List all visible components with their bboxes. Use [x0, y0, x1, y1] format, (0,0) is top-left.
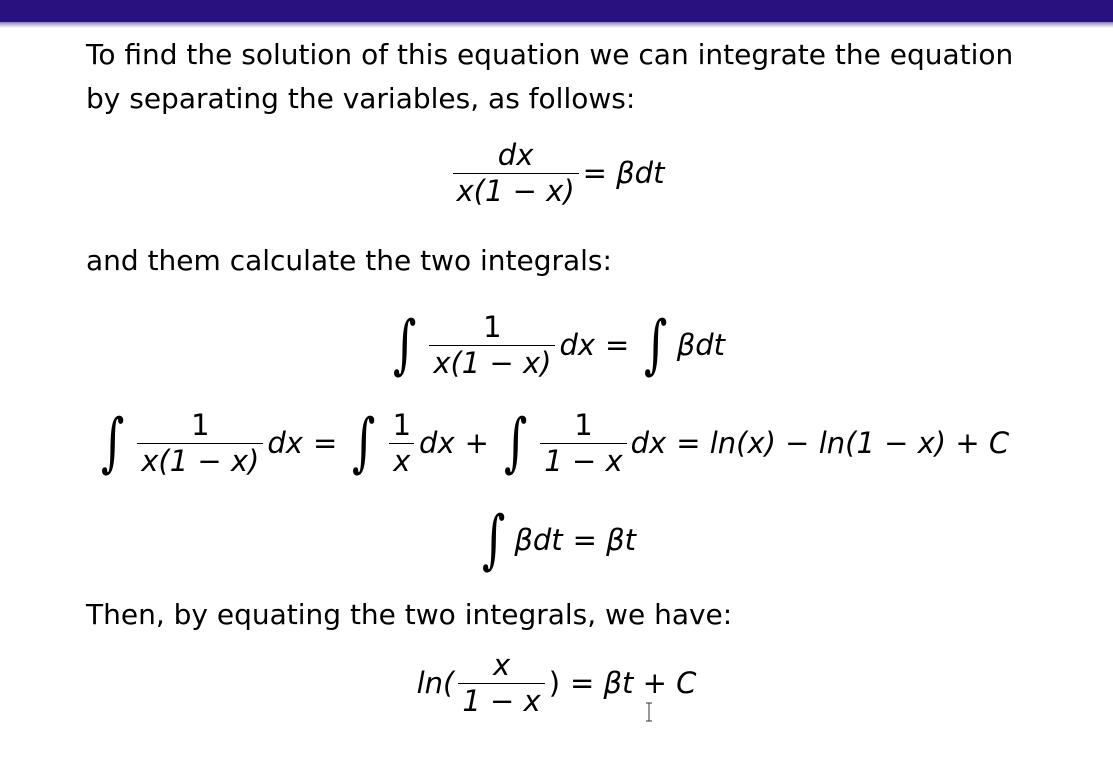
equate-text: Then, by equating the two integrals, we have: [86, 598, 733, 631]
differential: dx [559, 328, 596, 363]
numerator: dx [497, 138, 534, 172]
fraction [540, 410, 626, 477]
intro-text-line-2: by separating the variables, as follows: [86, 82, 636, 115]
fraction [458, 650, 544, 717]
equation-final-result [0, 650, 1113, 717]
denominator: x(1 − x) [137, 443, 263, 476]
equals-sign: = [605, 328, 630, 363]
equation-rhs: = βt + C [570, 666, 697, 701]
numerator: 1 [574, 408, 593, 442]
equation-two-integrals [0, 308, 1113, 383]
fraction [389, 410, 415, 477]
fraction [453, 140, 579, 207]
equation-separation [0, 138, 1113, 207]
equation-partial-fractions [0, 406, 1109, 481]
integral-sign: ∫ [392, 308, 417, 383]
equals-sign: = [312, 426, 338, 461]
denominator: 1 − x [540, 443, 626, 476]
text-cursor-icon [646, 702, 652, 722]
differential: dx [267, 426, 303, 461]
integral-sign: ∫ [503, 406, 528, 481]
equation-rhs: = ln(x) − ln(1 − x) + C [676, 426, 1010, 461]
ln-open: ln( [416, 666, 455, 701]
differential: dx [630, 426, 667, 461]
fraction [137, 410, 263, 477]
equation-rhs: = βt [572, 523, 637, 557]
denominator: x [389, 443, 414, 476]
denominator: x(1 − x) [429, 345, 555, 378]
numerator: 1 [191, 408, 210, 442]
fraction [429, 312, 555, 379]
equation-rhs: = βdt [582, 156, 665, 191]
numerator: 1 [483, 310, 502, 344]
calc-text: and them calculate the two integrals: [86, 244, 612, 277]
header-bar-shadow [0, 22, 1113, 28]
denominator: x(1 − x) [453, 173, 579, 206]
integral-sign: ∫ [644, 308, 668, 383]
numerator: 1 [392, 408, 412, 442]
slide-header-bar [0, 0, 1113, 22]
integrand: βdt [514, 523, 563, 557]
plus-sign: + [464, 426, 489, 461]
numerator: x [492, 648, 511, 682]
integral-sign: ∫ [481, 503, 506, 577]
ln-close: ) [548, 666, 561, 701]
denominator: 1 − x [458, 683, 544, 716]
integral-sign: ∫ [352, 406, 376, 481]
integral-sign: ∫ [100, 406, 125, 481]
differential: dx [419, 426, 455, 461]
equation-beta-integral [0, 503, 1113, 577]
intro-text-line-1: To find the solution of this equation we can integrate the equation [86, 38, 1014, 71]
integrand: βdt [676, 328, 725, 363]
